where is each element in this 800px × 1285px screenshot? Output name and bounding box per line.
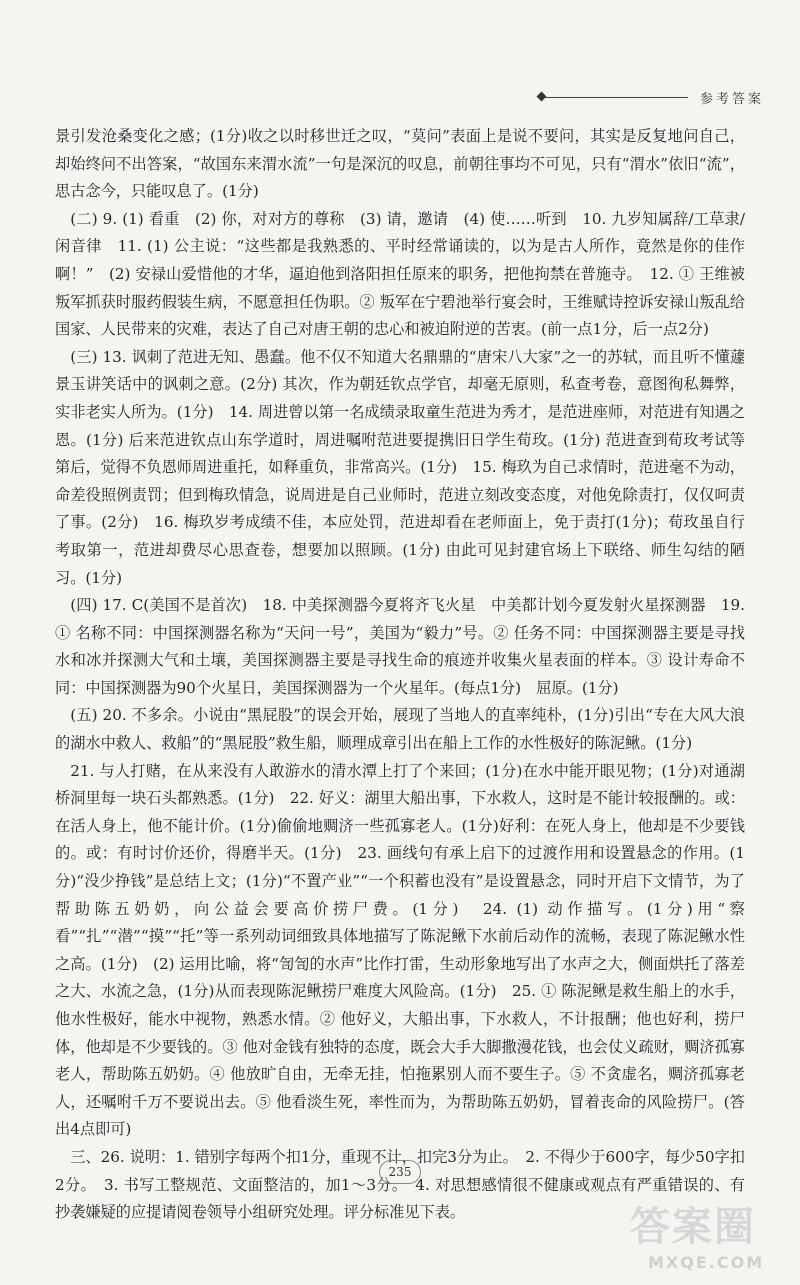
paragraph-section-4: (四) 17. C(美国不是首次) 18. 中美探测器今夏将齐飞火星 中美都计划今夏发射火星探测器 19. ① 名称不同：中国探测器名称为“天问一号”，美国为“毅力”号。② 任务不同：中国探测器主要是寻找水和冰并探测大气和土壤，美国探测器主要是寻找生命的痕迹并收集火星表面的样本。③ 设计寿命不同：中国探测器为90个火星日，美国探测器为一个火星年。(每点1分) 屈原。(1分): [55, 596, 745, 697]
paragraph-section-5: (五) 20. 不多余。小说由“黑屁股”的误会开始，展现了当地人的直率纯朴，(1分)引出“专在大风大浪的湖水中救人、救船”的“黑屁股”救生船，顺理成章引出在船上工作的水性极好的陈泥鳅。(1分): [55, 706, 745, 753]
header-title: 参考答案: [699, 92, 764, 107]
paragraph-section-3: (三) 13. 讽刺了范进无知、愚蠢。他不仅不知道大名鼎鼎的“唐宋八大家”之一的苏轼，而且听不懂蘧景玉讲笑话中的讽刺之意。(2分) 其次，作为朝廷钦点学官，却毫无原则，私查考卷，意图徇私舞弊，实非老实人所为。(1分) 14. 周进曾以第一名成绩录取童生范进为秀才，是范进座师，对范进有知遇之恩。(1分) 后来范进钦点山东学道时，周进嘱咐范进要提携旧日学生荀玫。(1分) 范进查到荀玫考试等第后，觉得不负恩师周进重托，如释重负，非常高兴。(1分) 15. 梅玖为自己求情时，范进毫不为动，命差役照例责罚；但到梅玖情急，说周进是自己业师时，范进立刻改变态度，对他免除责打，仅仅呵责了事。(2分) 16. 梅玖岁考成绩不佳，本应处罚，范进却看在老师面上，免于责打(1分)；荀玫虽自行考取第一，范进却费尽心思查卷，想要加以照顾。(1分) 由此可见封建官场上下联络、师生勾结的陋习。(1分): [55, 347, 745, 587]
page-header: [538, 88, 768, 108]
paragraph-section-three: 三、26. 说明：1. 错别字每两个扣1分，重现不计，扣完3分为止。 2. 不得少于600字，每少50字扣2分。 3. 书写工整规范、文面整洁的，加1～3分。 4. 对思想感情很不健康或观点有严重错误的、有抄袭嫌疑的应提请阅卷领导小组研究处理。评分标准见下表。: [55, 1147, 745, 1222]
watermark-site: MXQE.COM: [648, 1253, 765, 1272]
paragraph-questions-21-25: 21. 与人打赌，在从来没有人敢游水的清水潭上打了个来回；(1分)在水中能开眼见物；(1分)对通湖桥洞里每一块石头都熟悉。(1分) 22. 好义：湖里大船出事，下水救人，这时是不能计较报酬的。或：在活人身上，他不能计价。(1分)偷偷地赒济一些孤寡老人。(1分)好利：在死人身上，他却是不少要钱的。或：有时讨价还价，得磨半天。(1分) 23. 画线句有承上启下的过渡作用和设置悬念的作用。(1分)“没少挣钱”是总结上文；(1分)“不置产业”“一个积蓄也没有”是设置悬念，同时开启下文情节，为了帮助陈五奶奶，向公益会要高价捞尸费。(1分) 24. (1) 动作描写。(1分)用“察看”“扎”“潜”“摸”“托”等一系列动词细致具体地描写了陈泥鳅下水前后动作的流畅，表现了陈泥鳅水性之高。(1分) (2) 运用比喻，将“訇訇的水声”比作打雷，生动形象地写出了水声之大，侧面烘托了落差之大、水流之急，(1分)从而表现陈泥鳅捞尸难度大风险高。(1分) 25. ① 陈泥鳅是救生船上的水手，他水性极好，能水中视物，熟悉水情。② 他好义，大船出事，下水救人，不计报酬；他也好利，捞尸体，他却是不少要钱的。③ 他对金钱有独特的态度，既会大手大脚撒漫花钱，也会仗义疏财，赒济孤寡老人，帮助陈五奶奶。④ 他放旷自由，无牵无挂，怕拖累别人而不要生子。⑤ 不贪虚名，赒济孤寡老人，还嘱咐千万不要说出去。⑤ 他看淡生死，率性而为，为帮助陈五奶奶，冒着丧命的风险捞尸。(答出4点即可): [55, 761, 745, 1139]
answer-text: [55, 123, 745, 1227]
paragraph-continuation: 景引发沧桑变化之感；(1分)收之以时移世迁之叹，“莫问”表面上是说不要问，其实是反复地问自己，却始终问不出答案，“故国东来渭水流”一句是深沉的叹息，前朝往事均不可见，只有“渭水”依旧“流”，思古念今，只能叹息了。(1分): [55, 127, 745, 201]
watermark-text: 答案圈: [630, 1204, 756, 1250]
header-rule: [544, 97, 688, 98]
watermark-logo: [630, 1195, 790, 1275]
page-number: 235: [379, 1160, 421, 1184]
paragraph-section-2: (二) 9. (1) 看重 (2) 你，对对方的尊称 (3) 请，邀请 (4) 使……听到 10. 九岁知属辞/工草隶/闲音律 11. (1) 公主说：“这些都是我熟悉的、平时经常诵读的，以为是古人所作，竟然是你的佳作啊！” (2) 安禄山爱惜他的才华，逼迫他到洛阳担任原来的职务，把他拘禁在普施寺。 12. ① 王维被叛军抓获时服药假装生病，不愿意担任伪职。② 叛军在宁碧池举行宴会时，王维赋诗控诉安禄山叛乱给国家、人民带来的灾难，表达了自己对唐王朝的忠心和被迫附逆的苦衷。(前一点1分，后一点2分): [55, 209, 745, 339]
